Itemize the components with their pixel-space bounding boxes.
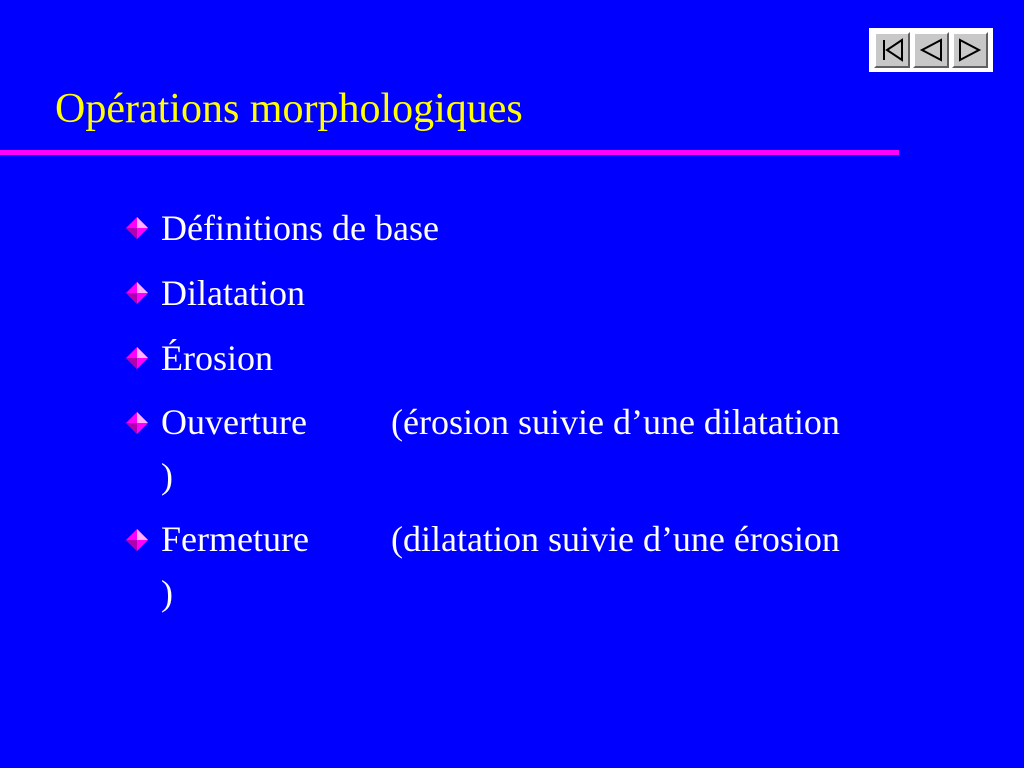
bullet-item: [125, 200, 975, 256]
bullet-item: [125, 395, 975, 503]
first-slide-button[interactable]: [874, 32, 910, 68]
diamond-bullet-icon: [125, 411, 149, 435]
title-divider: [0, 150, 899, 155]
bullet-continuation: ): [161, 573, 173, 613]
bullet-continuation: ): [161, 456, 173, 496]
bullet-item: [125, 330, 975, 386]
bullet-label: Érosion: [161, 338, 273, 378]
diamond-bullet-icon: [125, 346, 149, 370]
next-slide-icon: [956, 36, 984, 64]
slide-navigation: [869, 28, 993, 72]
slide-title: Opérations morphologiques: [55, 86, 523, 132]
bullet-label: Ouverture: [161, 402, 307, 442]
bullet-item: [125, 265, 975, 321]
bullet-detail: (érosion suivie d’une dilatation: [391, 402, 840, 442]
next-slide-button[interactable]: [952, 32, 988, 68]
bullet-label: Définitions de base: [161, 208, 439, 248]
diamond-bullet-icon: [125, 216, 149, 240]
diamond-bullet-icon: [125, 528, 149, 552]
bullet-detail: (dilatation suivie d’une érosion: [391, 519, 840, 559]
previous-slide-icon: [917, 36, 945, 64]
bullet-item: [125, 512, 975, 620]
previous-slide-button[interactable]: [913, 32, 949, 68]
bullet-label: Fermeture: [161, 519, 309, 559]
bullet-label: Dilatation: [161, 273, 305, 313]
bullet-list: [125, 200, 975, 629]
first-slide-icon: [878, 36, 906, 64]
diamond-bullet-icon: [125, 281, 149, 305]
